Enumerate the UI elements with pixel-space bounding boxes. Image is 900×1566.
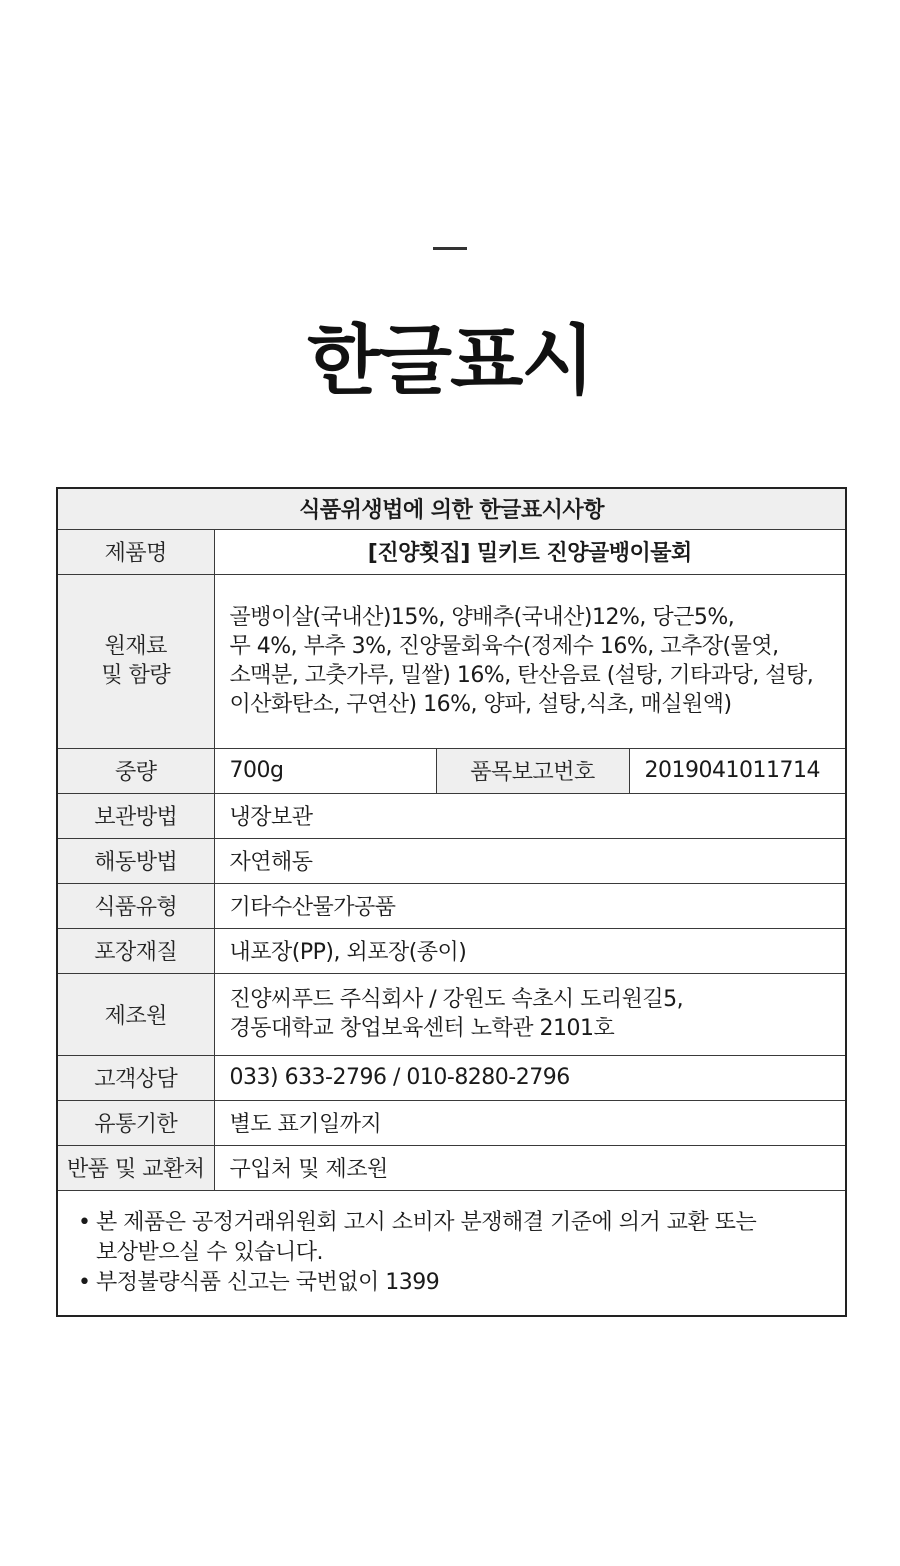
report-number-value: 2019041011714 bbox=[629, 748, 846, 793]
ingredients-line: 소맥분, 고춧가루, 밀쌀) 16%, 탄산음료 (설탕, 기타과당, 설탕, bbox=[229, 663, 814, 688]
storage-row bbox=[57, 793, 846, 838]
ingredients-value bbox=[214, 574, 846, 748]
food-label-table bbox=[56, 487, 847, 1317]
ingredients-label-line2: 및 함량 bbox=[101, 663, 171, 688]
packaging-label: 포장재질 bbox=[57, 928, 214, 973]
note-item: • 부정불량식품 신고는 국번없이 1399 bbox=[78, 1268, 827, 1298]
weight-label: 중량 bbox=[57, 748, 214, 793]
product-name-label: 제품명 bbox=[57, 529, 214, 574]
ingredients-line: 무 4%, 부추 3%, 진양물회육수(정제수 16%, 고추장(물엿, bbox=[229, 634, 779, 659]
ingredients-line: 이산화탄소, 구연산) 16%, 양파, 설탕,식초, 매실원액) bbox=[229, 692, 732, 717]
page-title: 한글표시 bbox=[307, 316, 593, 405]
packaging-row bbox=[57, 928, 846, 973]
product-name-row bbox=[57, 529, 846, 574]
storage-label: 보관방법 bbox=[57, 793, 214, 838]
ingredients-label-line1: 원재료 bbox=[104, 634, 167, 659]
returns-value: 구입처 및 제조원 bbox=[214, 1145, 846, 1190]
storage-value: 냉장보관 bbox=[214, 793, 846, 838]
food-type-value: 기타수산물가공품 bbox=[214, 883, 846, 928]
thawing-value: 자연해동 bbox=[214, 838, 846, 883]
customer-service-label: 고객상담 bbox=[57, 1055, 214, 1100]
expiration-label: 유통기한 bbox=[57, 1100, 214, 1145]
expiration-row bbox=[57, 1100, 846, 1145]
note-item bbox=[78, 1208, 827, 1268]
manufacturer-line1: 진양씨푸드 주식회사 / 강원도 속초시 도리원길5, bbox=[229, 987, 684, 1012]
returns-row bbox=[57, 1145, 846, 1190]
returns-label: 반품 및 교환처 bbox=[57, 1145, 214, 1190]
product-name-value: [진양횟집] 밀키트 진양골뱅이물회 bbox=[214, 529, 846, 574]
table-caption: 식품위생법에 의한 한글표시사항 bbox=[57, 488, 846, 529]
manufacturer-line2: 경동대학교 창업보육센터 노학관 2101호 bbox=[229, 1016, 615, 1041]
notes-cell bbox=[57, 1190, 846, 1316]
notes-row bbox=[57, 1190, 846, 1316]
manufacturer-label: 제조원 bbox=[57, 973, 214, 1055]
report-number-label: 품목보고번호 bbox=[436, 748, 629, 793]
packaging-value: 내포장(PP), 외포장(종이) bbox=[214, 928, 846, 973]
expiration-value: 별도 표기일까지 bbox=[214, 1100, 846, 1145]
customer-service-value: 033) 633-2796 / 010-8280-2796 bbox=[214, 1055, 846, 1100]
manufacturer-value bbox=[214, 973, 846, 1055]
weight-value: 700g bbox=[214, 748, 436, 793]
customer-service-row bbox=[57, 1055, 846, 1100]
ingredients-row bbox=[57, 574, 846, 748]
manufacturer-row bbox=[57, 973, 846, 1055]
food-type-row bbox=[57, 883, 846, 928]
thawing-label: 해동방법 bbox=[57, 838, 214, 883]
note1-line2: 보상받으실 수 있습니다. bbox=[96, 1239, 324, 1265]
caption-row bbox=[57, 488, 846, 529]
food-type-label: 식품유형 bbox=[57, 883, 214, 928]
ingredients-label bbox=[57, 574, 214, 748]
note1-line1: • 본 제품은 공정거래위원회 고시 소비자 분쟁해결 기준에 의거 교환 또는 bbox=[96, 1209, 757, 1235]
weight-row bbox=[57, 748, 846, 793]
thawing-row bbox=[57, 838, 846, 883]
title-divider bbox=[433, 247, 467, 250]
notes-list bbox=[78, 1208, 827, 1298]
ingredients-line: 골뱅이살(국내산)15%, 양배추(국내산)12%, 당근5%, bbox=[229, 605, 735, 630]
